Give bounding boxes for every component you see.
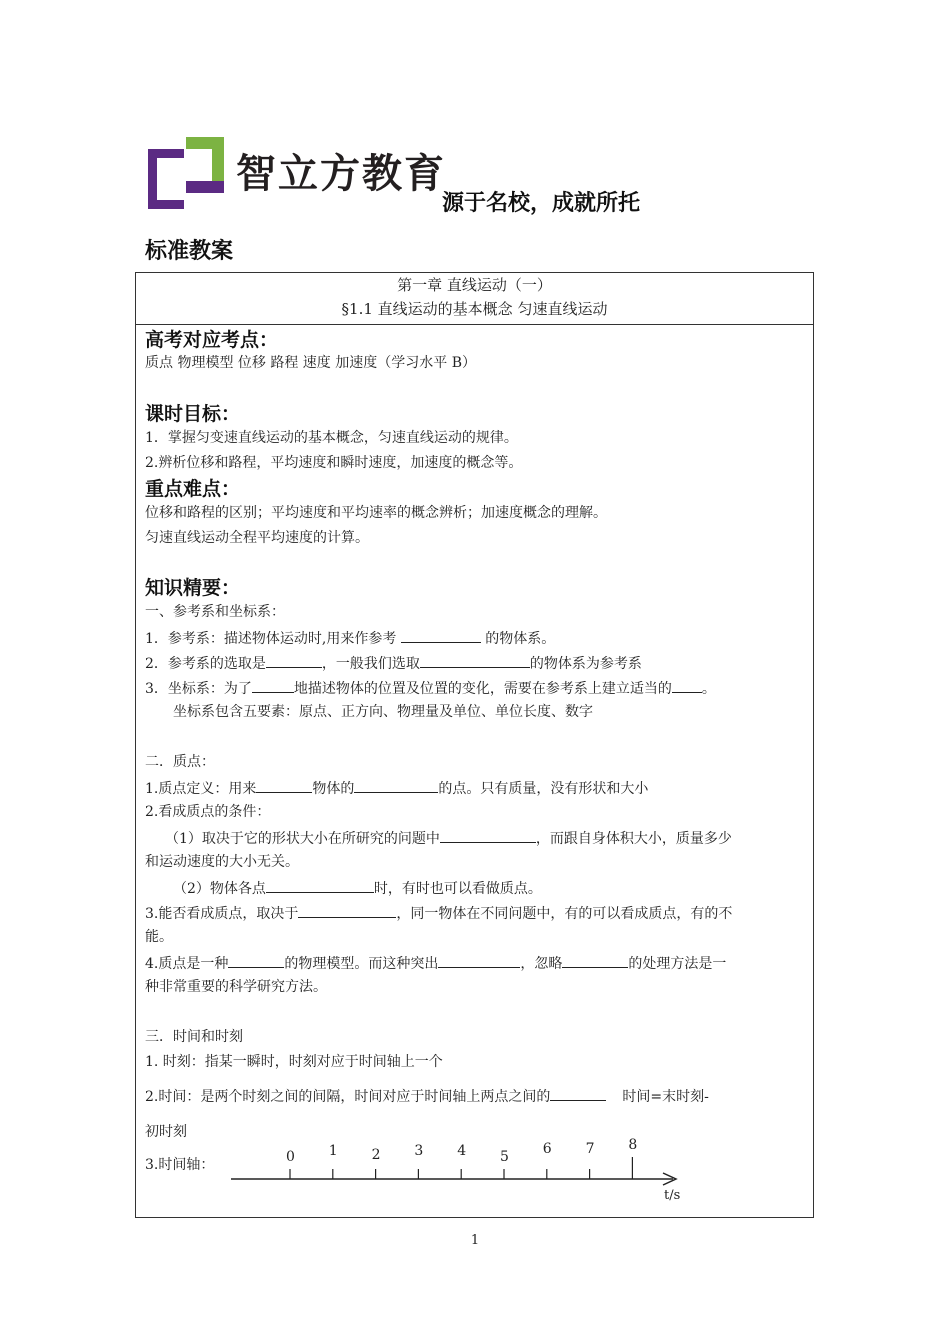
doc-title: 标准教案 [145,239,234,264]
axis-tick-label: 0 [286,1149,295,1165]
part1-line3: 3．坐标系：为了 地描述物体的位置及位置的变化，需要在参考系上建立适当的 。 [145,677,716,699]
blank [401,627,481,643]
axis-tick-label: 5 [500,1149,509,1165]
blank [228,952,284,968]
blank [266,652,322,668]
blank [420,652,530,668]
part3-line1: 1. 时刻：指某一瞬时，时刻对应于时间轴上一个 [145,1054,443,1070]
part2-line9: 种非常重要的科学研究方法。 [145,979,327,995]
blank [266,877,374,893]
chapter-title: 第一章 直线运动（一） [397,276,552,294]
part2-line8: 4.质点是一种 的物理模型。而这种突出 ，忽略 的处理方法是一 [145,952,726,974]
part2-line7: 能。 [145,929,173,945]
axis-tick-label: 1 [328,1143,338,1159]
objectives-heading: 课时目标： [145,403,241,425]
axis-tick-label: 2 [371,1147,381,1163]
part2-line3: （1）取决于它的形状大小在所研究的问题中 ，而跟自身体积大小，质量多少 [165,827,732,849]
part2-line4: 和运动速度的大小无关。 [145,854,299,870]
axis-tick-label: 3 [414,1143,424,1159]
blank [256,777,312,793]
logo-icon [148,137,224,209]
blank [562,952,628,968]
blank [438,952,520,968]
section-title: §1.1 直线运动的基本概念 匀速直线运动 [341,300,608,318]
part1-line1: 1．参考系：描述物体运动时,用来作参考 的物体系。 [145,627,555,649]
part3-line4: 3.时间轴： [145,1157,215,1173]
axis-arrow-icon [663,1173,676,1185]
objective-item: 2.辨析位移和路程，平均速度和瞬时速度，加速度的概念等。 [145,455,523,471]
exam-points-text: 质点 物理模型 位移 路程 速度 加速度（学习水平 B） [145,355,476,371]
blank [440,827,536,843]
chapter-title-cell [136,273,813,325]
axis-tick-label: 7 [585,1141,595,1157]
key-point-item: 位移和路程的区别；平均速度和平均速率的概念辨析；加速度概念的理解。 [145,505,607,521]
blank [252,677,294,693]
logo-text: 智立方教育 [236,151,446,197]
part2-line5: （2）物体各点 时，有时也可以看做质点。 [173,877,542,899]
part2-title: 二．质点： [145,754,215,770]
exam-points-heading: 高考对应考点： [145,329,279,351]
part1-line2: 2．参考系的选取是 ，一般我们选取 的物体系为参考系 [145,652,642,674]
objective-item: 1．掌握匀变速直线运动的基本概念，匀速直线运动的规律。 [145,430,518,446]
axis-unit-label: t/s [664,1188,681,1203]
lesson-plan-table [135,272,814,1218]
knowledge-heading: 知识精要： [145,577,241,599]
part2-line1: 1.质点定义：用来 物体的 的点。只有质量，没有形状和大小 [145,777,648,799]
part2-line2: 2.看成质点的条件： [145,804,271,820]
key-points-heading: 重点难点： [145,478,241,500]
part1-line4: 坐标系包含五要素：原点、正方向、物理量及单位、单位长度、数字 [173,704,593,720]
blank [550,1085,606,1101]
part1-title: 一、参考系和坐标系： [145,604,285,620]
axis-tick-label: 6 [542,1141,552,1157]
axis-tick-label: 4 [457,1143,467,1159]
blank [298,902,396,918]
key-point-item: 匀速直线运动全程平均速度的计算。 [145,530,369,546]
axis-tick-label: 8 [628,1137,638,1153]
blank [354,777,438,793]
blank [672,677,702,693]
part3-title: 三．时间和时刻 [145,1029,243,1045]
part3-line3: 初时刻 [145,1124,187,1140]
part3-line2: 2.时间：是两个时刻之间的间隔，时间对应于时间轴上两点之间的 时间=末时刻- [145,1085,709,1107]
slogan: 源于名校，成就所托 [442,191,641,216]
part2-line6: 3.能否看成质点，取决于 ，同一物体在不同问题中，有的可以看成质点，有的不 [145,902,732,924]
page-number: 1 [470,1233,480,1248]
